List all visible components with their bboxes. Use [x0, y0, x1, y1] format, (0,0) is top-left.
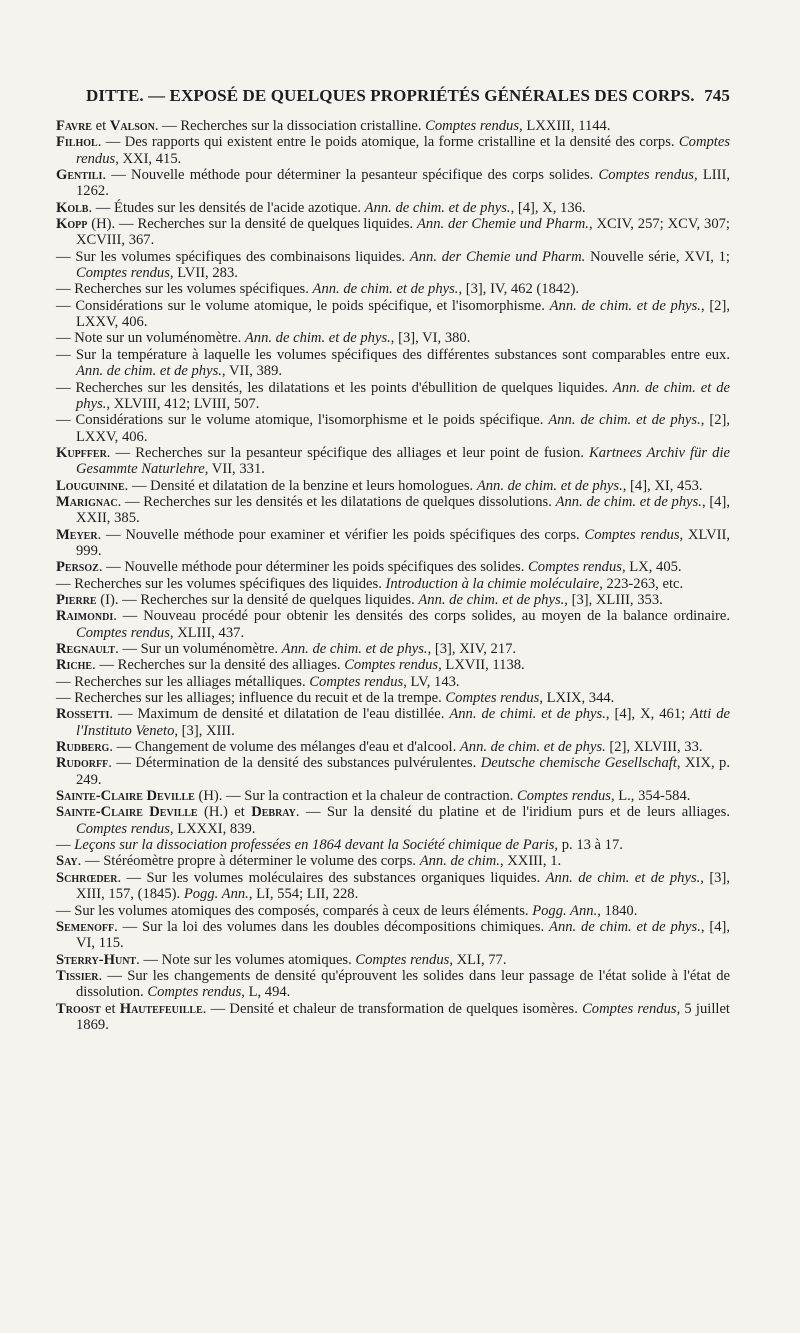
entry-author: Favre — [56, 118, 92, 134]
entry-text: . — Sur les changements de densité qu'éprouvent les solides dans leur passage de l'état solide à l'état de dissolution. — [76, 967, 730, 1001]
bibliography-entry — [56, 690, 730, 706]
bibliography-entry — [56, 281, 730, 297]
bibliography-entry — [56, 576, 730, 592]
entry-source: Comptes rendus — [528, 559, 622, 576]
entry-source: Comptes rendus — [582, 1000, 677, 1017]
bibliography-entry — [56, 952, 730, 968]
entry-author: Riche — [56, 657, 93, 674]
entry-text: , [4], X, 136. — [510, 199, 586, 216]
entry-author: Filhol — [56, 134, 98, 151]
entry-author: Kolb — [56, 199, 89, 216]
entry-source: Comptes rendus — [425, 118, 520, 134]
bibliography-entry — [56, 755, 730, 788]
entry-text: , XIX, p. 249. — [76, 755, 731, 788]
entry-text: et — [100, 1000, 120, 1017]
entry-source: Atti de l'Instituto Veneto — [76, 706, 730, 739]
entry-author: Sainte-Claire Deville — [56, 804, 198, 821]
entry-source: Ann. de chim. et de phys. — [418, 591, 565, 608]
entry-text: . — Changement de volume des mélanges d'eau et d'alcool. — [109, 739, 460, 756]
entry-text: . — Détermination de la densité des substances pulvérulentes. — [108, 755, 481, 772]
bibliography-entry — [56, 739, 730, 755]
entry-text: . — Stéréomètre propre à déterminer le volume des corps. — [77, 853, 420, 870]
entry-author: Regnault — [56, 641, 116, 657]
entry-author: Kupffer — [56, 444, 107, 461]
bibliography-entry — [56, 968, 730, 1001]
entry-author: Semenoff — [56, 918, 115, 935]
entry-source: Ann. de chim. — [419, 853, 500, 870]
entry-source: Ann. de chim. et de phys. — [244, 330, 391, 347]
entry-source: Ann. de chim. et de phys. — [476, 477, 623, 494]
entry-text: . — Études sur les densités de l'acide azotique. — [88, 199, 365, 216]
entry-source: Ann. de chim. et de phys. — [459, 739, 606, 756]
entry-source: Comptes rendus — [445, 690, 540, 707]
entry-text: , LXXIII, 1144. — [519, 118, 611, 134]
entry-text: , LVII, 283. — [169, 265, 238, 282]
entry-coauthor: Hautefeuille — [119, 1000, 203, 1017]
entry-text: . — Recherches sur la densité des alliages. — [92, 657, 345, 674]
entry-text: , LXXXI, 839. — [169, 820, 256, 837]
entry-source: Comptes rendus — [76, 820, 170, 837]
entry-source: Ann. de chim. et de phys. — [76, 363, 222, 380]
bibliography-entry — [56, 167, 730, 200]
entry-author: Rudorff — [56, 755, 109, 772]
bibliography-entry — [56, 592, 730, 608]
entry-source: Comptes rendus — [598, 167, 694, 184]
entry-text: , LX, 405. — [621, 559, 682, 576]
bibliography-entry — [56, 853, 730, 869]
entry-author: Tissier — [56, 967, 99, 984]
entry-source: Comptes rendus — [355, 951, 450, 968]
entry-source: Deutsche chemische Gesellschaft — [480, 755, 677, 772]
entry-source: Ann. de chim. et de phys. — [312, 281, 459, 298]
entry-source: Pogg. Ann. — [183, 886, 249, 903]
entry-source: Ann. der Chemie und Pharm. — [409, 248, 586, 265]
entry-source: Introduction à la chimie moléculaire — [385, 575, 600, 592]
entry-text: — Note sur un voluménomètre. — [56, 330, 245, 347]
entry-source: Comptes rendus — [344, 657, 439, 674]
entry-author: Pierre — [56, 591, 97, 608]
entry-text: , [2], LXXV, 406. — [76, 412, 730, 445]
entry-author: Meyer — [56, 526, 98, 543]
bibliography-entry — [56, 608, 730, 641]
entry-text: — Recherches sur les alliages; influence du recuit et de la trempe. — [56, 690, 446, 707]
entry-text: — Sur la température à laquelle les volumes spécifiques des différentes substances sont comparables entre eux. — [56, 346, 730, 363]
entry-text: et — [91, 118, 110, 134]
entry-text: , [3], XLIII, 353. — [564, 591, 663, 608]
entry-text: — — [56, 837, 75, 854]
entry-text: . — Recherches sur la pesanteur spécifique des alliages et leur point de fusion. — [106, 444, 590, 461]
entry-text: , 1840. — [597, 902, 638, 919]
entry-text: — Considérations sur le volume atomique, l'isomorphisme et le poids spécifique. — [56, 412, 549, 429]
entry-text: . — Densité et chaleur de transformation de quelques isomères. — [202, 1000, 583, 1017]
entry-author: Kopp — [56, 216, 88, 233]
bibliography-entry — [56, 380, 730, 413]
bibliography-entry — [56, 478, 730, 494]
entry-text: — Recherches sur les alliages métalliques. — [56, 673, 310, 690]
entry-text: . — Nouvelle méthode pour examiner et vérifier les poids spécifiques des corps. — [97, 526, 585, 543]
entry-author: Rudberg — [56, 739, 110, 756]
entry-text: . — Nouvelle méthode pour déterminer la pesanteur spécifique des corps solides. — [102, 167, 599, 184]
entry-text: — Recherches sur les densités, les dilatations et les points d'ébullition de quelques liquides. — [56, 379, 613, 396]
bibliography-entry — [56, 330, 730, 346]
bibliography-entry — [56, 412, 730, 445]
entry-text: (I). — Recherches sur la densité de quelques liquides. — [96, 591, 419, 608]
entry-author: Sainte-Claire Deville — [56, 788, 195, 805]
entry-author: Marignac — [56, 493, 118, 510]
entry-source: Ann. de chim. et de phys. — [281, 641, 428, 657]
entry-text: . — Nouvelle méthode pour déterminer les poids spécifiques des solides. — [98, 559, 529, 576]
entry-author: Say — [56, 853, 78, 870]
entry-source: Kartnees Archiv für die Gesammte Naturlehre — [76, 444, 730, 478]
bibliography-entry — [56, 1001, 730, 1034]
entry-text: . — Nouveau procédé pour obtenir les densités des corps solides, au moyen de la balance ordinaire. — [113, 608, 730, 625]
entry-author: Raimondi — [56, 608, 114, 625]
entry-text: , [3], IV, 462 (1842). — [458, 281, 579, 298]
entry-text: , [2], LXXV, 406. — [76, 297, 730, 331]
entry-text: . — Sur un voluménomètre. — [115, 641, 282, 657]
entry-text: , LI, 554; LII, 228. — [248, 886, 359, 903]
entry-text: , VII, 389. — [221, 363, 283, 380]
entry-text: , XLI, 77. — [449, 951, 507, 968]
entry-coauthor: Valson — [109, 118, 155, 134]
entry-text: . — Recherches sur les densités et les dilatations de quelques dissolutions. — [117, 493, 556, 510]
entry-text: , 5 juillet 1869. — [76, 1000, 730, 1033]
bibliography-entry — [56, 249, 730, 282]
entry-text: — Sur les volumes spécifiques des combinaisons liquides. — [56, 248, 410, 265]
entry-text: . — Densité et dilatation de la benzine et leurs homologues. — [124, 477, 477, 494]
entry-text: , [3], XIII, 157, (1845). — [76, 869, 730, 903]
entry-source: Pogg. Ann. — [532, 902, 598, 919]
entry-source: Comptes rendus — [309, 673, 404, 690]
entry-text: . — Recherches sur la dissociation cristalline. — [154, 118, 426, 134]
entry-author: Rossetti — [56, 706, 110, 723]
entry-source: Leçons sur la dissociation professées en 1864 devant la Société chimique de Paris — [74, 837, 555, 854]
bibliography-entry — [56, 200, 730, 216]
bibliography-entry — [56, 674, 730, 690]
bibliography-entry — [56, 903, 730, 919]
entry-text: — Recherches sur les volumes spécifiques. — [56, 281, 313, 298]
entry-text: , XXI, 415. — [115, 150, 182, 167]
entry-text: , LIII, 1262. — [76, 167, 730, 200]
entry-coauthor: Debray — [251, 804, 296, 821]
bibliography-entry — [56, 804, 730, 837]
page-number: 745 — [704, 86, 730, 105]
entry-text: (H). — Recherches sur la densité de quelques liquides. — [87, 216, 418, 233]
entry-text: , 223-263, etc. — [599, 575, 684, 592]
entry-text: , LXIX, 344. — [539, 690, 615, 707]
entry-source: Ann. de chim. et de phys. — [76, 379, 730, 412]
entry-text: — Sur les volumes atomiques des composés, comparés à ceux de leurs éléments. — [56, 902, 533, 919]
entry-text: (H.) et — [197, 804, 252, 821]
entry-text: , LXVII, 1138. — [438, 657, 525, 674]
entry-source: Comptes rendus — [147, 984, 242, 1001]
bibliography-entry — [56, 657, 730, 673]
entry-text: , LV, 143. — [403, 673, 460, 690]
entry-source: Ann. de chimi. et de phys. — [449, 706, 606, 723]
entry-source: Ann. de chim. et de phys. — [549, 297, 701, 314]
bibliography-entry — [56, 494, 730, 527]
entry-text: , [3], VI, 380. — [390, 330, 471, 347]
entry-text: . — Des rapports qui existent entre le poids atomique, la forme cristalline et la densité des corps. — [97, 134, 679, 151]
running-title: DITTE. — EXPOSÉ DE QUELQUES PROPRIÉTÉS GÉNÉRALES DES CORPS. — [86, 86, 695, 105]
page-header — [56, 86, 730, 106]
entry-text: , [4], X, 461; — [605, 706, 691, 723]
entry-text: . — Sur la loi des volumes dans les doubles décompositions chimiques. — [114, 918, 550, 935]
bibliography-entry — [56, 527, 730, 560]
entry-text: , XLVII, 999. — [76, 526, 730, 559]
bibliography-entry — [56, 870, 730, 903]
entry-text: , XLIII, 437. — [169, 624, 245, 641]
entry-text: . — Maximum de densité et dilatation de l'eau distillée. — [109, 706, 450, 723]
entry-source: Ann. de chim. et de phys. — [549, 918, 701, 935]
entry-source: Comptes rendus — [517, 788, 611, 805]
entry-author: Persoz — [56, 559, 99, 576]
entry-source: Comptes rendus — [76, 624, 170, 641]
entry-author: Louguinine — [56, 477, 125, 494]
bibliography-entry — [56, 919, 730, 952]
bibliography-entry — [56, 298, 730, 331]
entry-text: , XLVIII, 412; LVIII, 507. — [106, 395, 260, 412]
entry-text: — Recherches sur les volumes spécifiques des liquides. — [56, 575, 386, 592]
bibliography-entry — [56, 837, 730, 853]
bibliography-entry — [56, 134, 730, 167]
bibliography-list — [56, 118, 730, 1033]
bibliography-entry — [56, 445, 730, 478]
entry-text: , L, 494. — [241, 984, 291, 1001]
entry-text: [2], XLVIII, 33. — [605, 739, 703, 756]
entry-text: , VII, 331. — [204, 461, 265, 478]
entry-text: , [4], VI, 115. — [76, 918, 731, 952]
entry-text: , XXIII, 1. — [499, 853, 562, 870]
entry-text: , [3], XIII. — [174, 722, 235, 739]
entry-text: , XCIV, 257; XCV, 307; XCVIII, 367. — [76, 216, 730, 249]
entry-author: Gentili — [56, 167, 103, 184]
entry-text: , [3], XIV, 217. — [427, 641, 517, 657]
entry-text: Nouvelle série, XVI, 1; — [585, 248, 730, 265]
entry-source: Ann. de chim. et de phys. — [548, 412, 701, 429]
entry-text: , L., 354-584. — [610, 788, 691, 805]
entry-text: (H). — Sur la contraction et la chaleur de contraction. — [194, 788, 518, 805]
bibliography-entry — [56, 641, 730, 657]
entry-text: — Considérations sur le volume atomique, le poids spécifique, et l'isomorphisme. — [56, 297, 550, 314]
bibliography-entry — [56, 118, 730, 134]
bibliography-entry — [56, 706, 730, 739]
entry-source: Comptes rendus — [584, 526, 680, 543]
entry-source: Ann. der Chemie und Pharm. — [417, 216, 589, 233]
entry-author: Sterry-Hunt — [56, 951, 137, 968]
entry-source: Comptes rendus — [76, 265, 170, 282]
bibliography-entry — [56, 788, 730, 804]
entry-source: Ann. de chim. et de phys. — [364, 199, 511, 216]
entry-text: , [4], XXII, 385. — [76, 493, 730, 527]
bibliography-entry — [56, 559, 730, 575]
entry-author: Troost — [56, 1000, 101, 1017]
entry-text: , [4], XI, 453. — [622, 477, 703, 494]
entry-source: Ann. de chim. et de phys. — [555, 493, 702, 510]
entry-text: . — Note sur les volumes atomiques. — [136, 951, 356, 968]
entry-source: Ann. de chim. et de phys. — [545, 869, 701, 886]
entry-author: Schrœder — [56, 869, 118, 886]
bibliography-entry — [56, 347, 730, 380]
entry-source: Comptes rendus — [76, 134, 730, 167]
bibliography-entry — [56, 216, 730, 249]
entry-text: , p. 13 à 17. — [554, 837, 623, 854]
entry-text: . — Sur la densité du platine et de l'iridium purs et de leurs alliages. — [295, 804, 730, 821]
entry-text: . — Sur les volumes moléculaires des substances organiques liquides. — [117, 869, 546, 886]
